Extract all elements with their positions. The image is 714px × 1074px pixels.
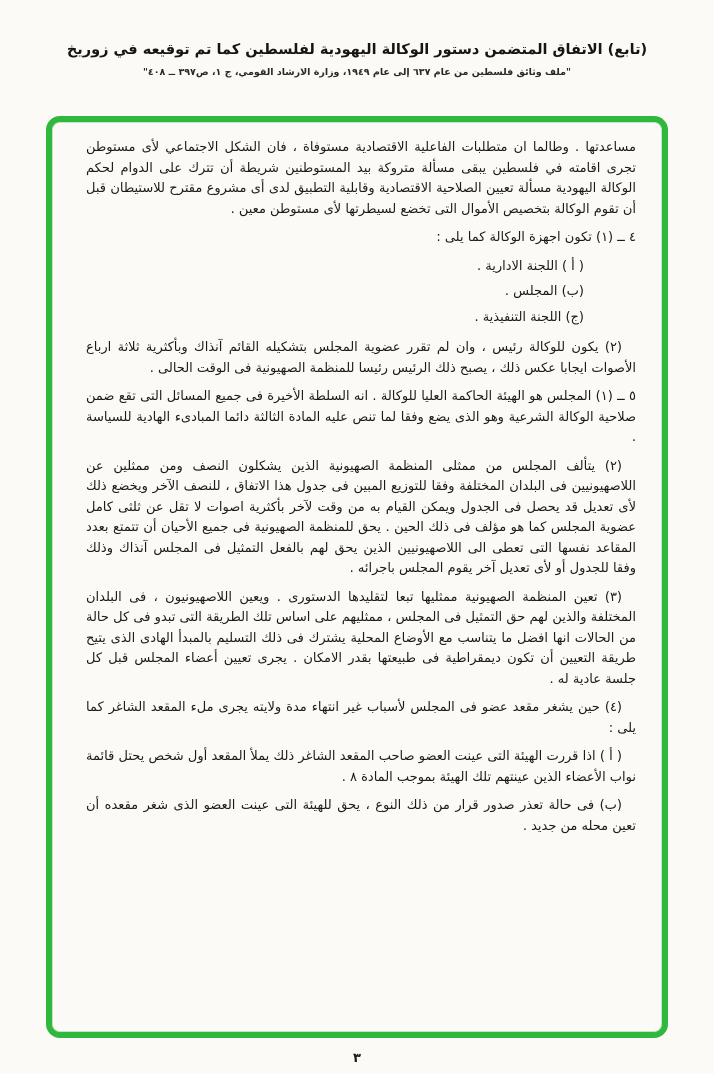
clause-5-paragraph-3: (٣) تعين المنظمة الصهيونية ممثليها تبعا لتقليدها الدستورى . ويعين اللاصهيونيون ، فى البلدان المختلفة والذين لهم حق التمثيل فى المجلس ، ممثليهم على اساس تلك الطريقة التى تبدو فى كل حالة من الحالات انها افضل ما يتناسب مع الأوضاع المحلية يشترك فى ذلك التسليم بالمبدأ الهادى الذى يتيح طريقة التعيين أن تكون ديمقراطية فى طبيعتها بقدر الامكان . يجرى تعيين أعضاء المجلس قبل كل جلسة عادية له . <box>86 589 636 687</box>
document-title: (تابع) الاتفاق المتضمن دستور الوكالة اليهودية لفلسطين كما تم توقيعه في زوريخ <box>66 42 648 58</box>
clause-4-heading: ٤ ــ (١) تكون اجهزة الوكالة كما يلى : <box>436 230 636 245</box>
paragraph-continuation: مساعدتها . وطالما ان متطلبات الفاعلية الاقتصادية مستوفاة ، فان الشكل الاجتماعي لأى مستوطن تجرى اقامته في فلسطين يبقى مسألة متروكة بيد المستوطنين شريطة أن تترك على الدوام لحكم الوكالة اليهودية مسألة تعيين الصلاحية الاقتصادية وقابلية التطبيق لدى أى مشروع مقترح للاستيطان قبل أن تقوم الوكالة بتخصيص الأموال التى تخضع لسيطرتها لأى مستوطن معين . <box>86 140 636 217</box>
page-number: ٣ <box>353 1051 361 1066</box>
clause-5-heading: ٥ ــ (١) المجلس هو الهيئة الحاكمة العليا للوكالة . انه السلطة الأخيرة فى جميع المسائل التى تقع ضمن صلاحية الوكالة الشرعية وهو الذى يضع وفقا لما تنص عليه المادة الثالثة دائما المبادىء الهادية للسياسة . <box>86 389 636 445</box>
clause-5-paragraph-4: (٤) حين يشغر مقعد عضو فى المجلس لأسباب غير انتهاء مدة ولايته يجرى ملء المقعد الشاغر كما يلى : <box>86 700 636 736</box>
clause-4-list <box>86 257 636 329</box>
clause-5-paragraph-4-item-a: ( أ ) اذا قررت الهيئة التى عينت العضو صاحب المقعد الشاغر ذلك يملأ المقعد أول شخص يحتل قائمة نواب الأعضاء الذين عينتهم تلك الهيئة بموجب المادة ٨ . <box>86 749 636 785</box>
document-header <box>0 42 714 78</box>
clause-5-paragraph-4-item-b: (ب) فى حالة تعذر صدور قرار من ذلك النوع ، يحق للهيئة التى عينت العضو الذى شغر مقعده أن تعين محله من جديد . <box>86 798 636 834</box>
green-border-frame <box>46 116 668 1038</box>
clause-5-paragraph-2: (٢) يتألف المجلس من ممثلى المنظمة الصهيونية الذين يشكلون النصف ومن ممثلين عن اللاصهيونيين فى البلدان المختلفة وفقا للتوزيع المبين فى جدول هذا الاتفاق ، للنصف الآخر ويخضع ذلك لأى تعديل قد يحصل فى الجدول ويمكن القيام به من وقت لآخر بأكثرية اصوات لا تقل عن ثلثى كامل عضوية المجلس كما هو مؤلف فى ذلك الحين . يحق للمنظمة الصهيونية فى جميع الأحيان أن تتمتع بعدد المقاعد نفسها التى تعطى الى اللاصهيونيين الذين يحق لهم بالفعل التمثيل فى المجلس آنذاك وذلك وفقا للجدول أو لأى تعديل آخر يقوم المجلس باجرائه . <box>86 458 636 576</box>
list-item-c: (ج) اللجنة التنفيذية . <box>474 309 584 325</box>
list-item-b: (ب) المجلس . <box>504 284 584 299</box>
list-item-a: ( أ ) اللجنة الادارية . <box>476 258 584 274</box>
document-body <box>52 122 662 1032</box>
source-citation: "ملف وثائق فلسطين من عام ٦٣٧ إلى عام ١٩٤٩، وزارة الارشاد القومي، ج ١، ص٣٩٧ ــ ٤٠٨" <box>142 67 572 78</box>
clause-4-paragraph-2: (٢) يكون للوكالة رئيس ، وان لم تقرر عضوية المجلس بتشكيله القائم آنذاك وبأكثرية ثلاثة ارباع الأصوات ايجابا عكس ذلك ، يصبح ذلك الرئيس رئيسا للمنظمة الصهيونية فى الوقت الحالى . <box>86 340 636 376</box>
